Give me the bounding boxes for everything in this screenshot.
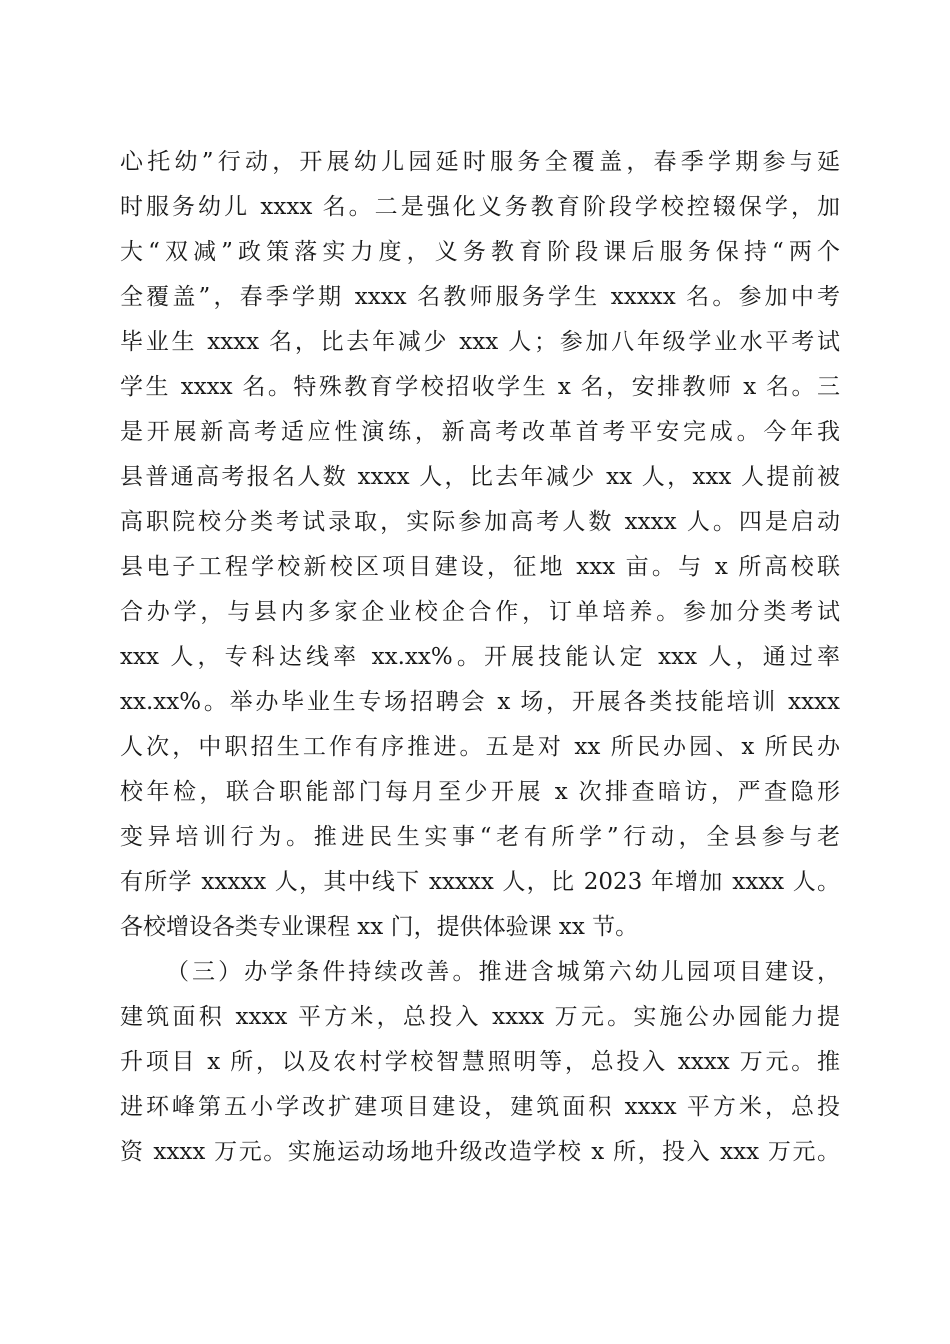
text-line: 校年检，联合职能部门每月至少开展 x 次排查暗访，严查隐形 [120, 779, 840, 805]
text-line: 变异培训行为。推进民生实事“老有所学”行动，全县参与老 [120, 824, 840, 850]
text-line: 毕业生 xxxx 名，比去年减少 xxx 人；参加八年级学业水平考试 [120, 329, 840, 355]
text-line: 县普通高考报名人数 xxxx 人，比去年减少 xx 人，xxx 人提前被 [120, 464, 840, 490]
text-line: 人次，中职招生工作有序推进。五是对 xx 所民办园、x 所民办 [120, 734, 840, 760]
text-line: 各校增设各类专业课程 xx 门，提供体验课 xx 节。 [120, 914, 639, 940]
text-line: 心托幼”行动，开展幼儿园延时服务全覆盖，春季学期参与延 [120, 149, 840, 175]
text-line: 合办学，与县内多家企业校企合作，订单培养。参加分类考试 [120, 599, 840, 625]
text-line: xxx 人，专科达线率 xx.xx%。开展技能认定 xxx 人，通过率 [120, 644, 840, 670]
text-line: xx.xx%。举办毕业生专场招聘会 x 场，开展各类技能培训 xxxx [120, 689, 840, 715]
text-line: 有所学 xxxxx 人，其中线下 xxxxx 人，比 2023 年增加 xxxx 人。 [120, 869, 840, 895]
text-line: 时服务幼儿 xxxx 名。二是强化义务教育阶段学校控辍保学，加 [120, 194, 840, 220]
text-line: 进环峰第五小学改扩建项目建设，建筑面积 xxxx 平方米，总投 [120, 1094, 840, 1120]
paragraph-school-conditions [120, 950, 840, 1175]
text-line: 资 xxxx 万元。实施运动场地升级改造学校 x 所，投入 xxx 万元。 [120, 1139, 840, 1165]
text-line: 大“双减”政策落实力度，义务教育阶段课后服务保持“两个 [120, 239, 840, 265]
section-heading-line: （三）办学条件持续改善。推进含城第六幼儿园项目建设， [166, 959, 840, 985]
text-line: 县电子工程学校新校区项目建设，征地 xxx 亩。与 x 所高校联 [120, 554, 840, 580]
text-line: 是开展新高考适应性演练，新高考改革首考平安完成。今年我 [120, 419, 840, 445]
text-line: 全覆盖”，春季学期 xxxx 名教师服务学生 xxxxx 名。参加中考 [120, 284, 840, 310]
text-line: 高职院校分类考试录取，实际参加高考人数 xxxx 人。四是启动 [120, 509, 840, 535]
document-body [120, 140, 840, 1175]
paragraph-education-services [120, 140, 840, 950]
text-line: 学生 xxxx 名。特殊教育学校招收学生 x 名，安排教师 x 名。三 [120, 374, 840, 400]
text-line: 建筑面积 xxxx 平方米，总投入 xxxx 万元。实施公办园能力提 [120, 1004, 840, 1030]
text-line: 升项目 x 所，以及农村学校智慧照明等，总投入 xxxx 万元。推 [120, 1049, 840, 1075]
